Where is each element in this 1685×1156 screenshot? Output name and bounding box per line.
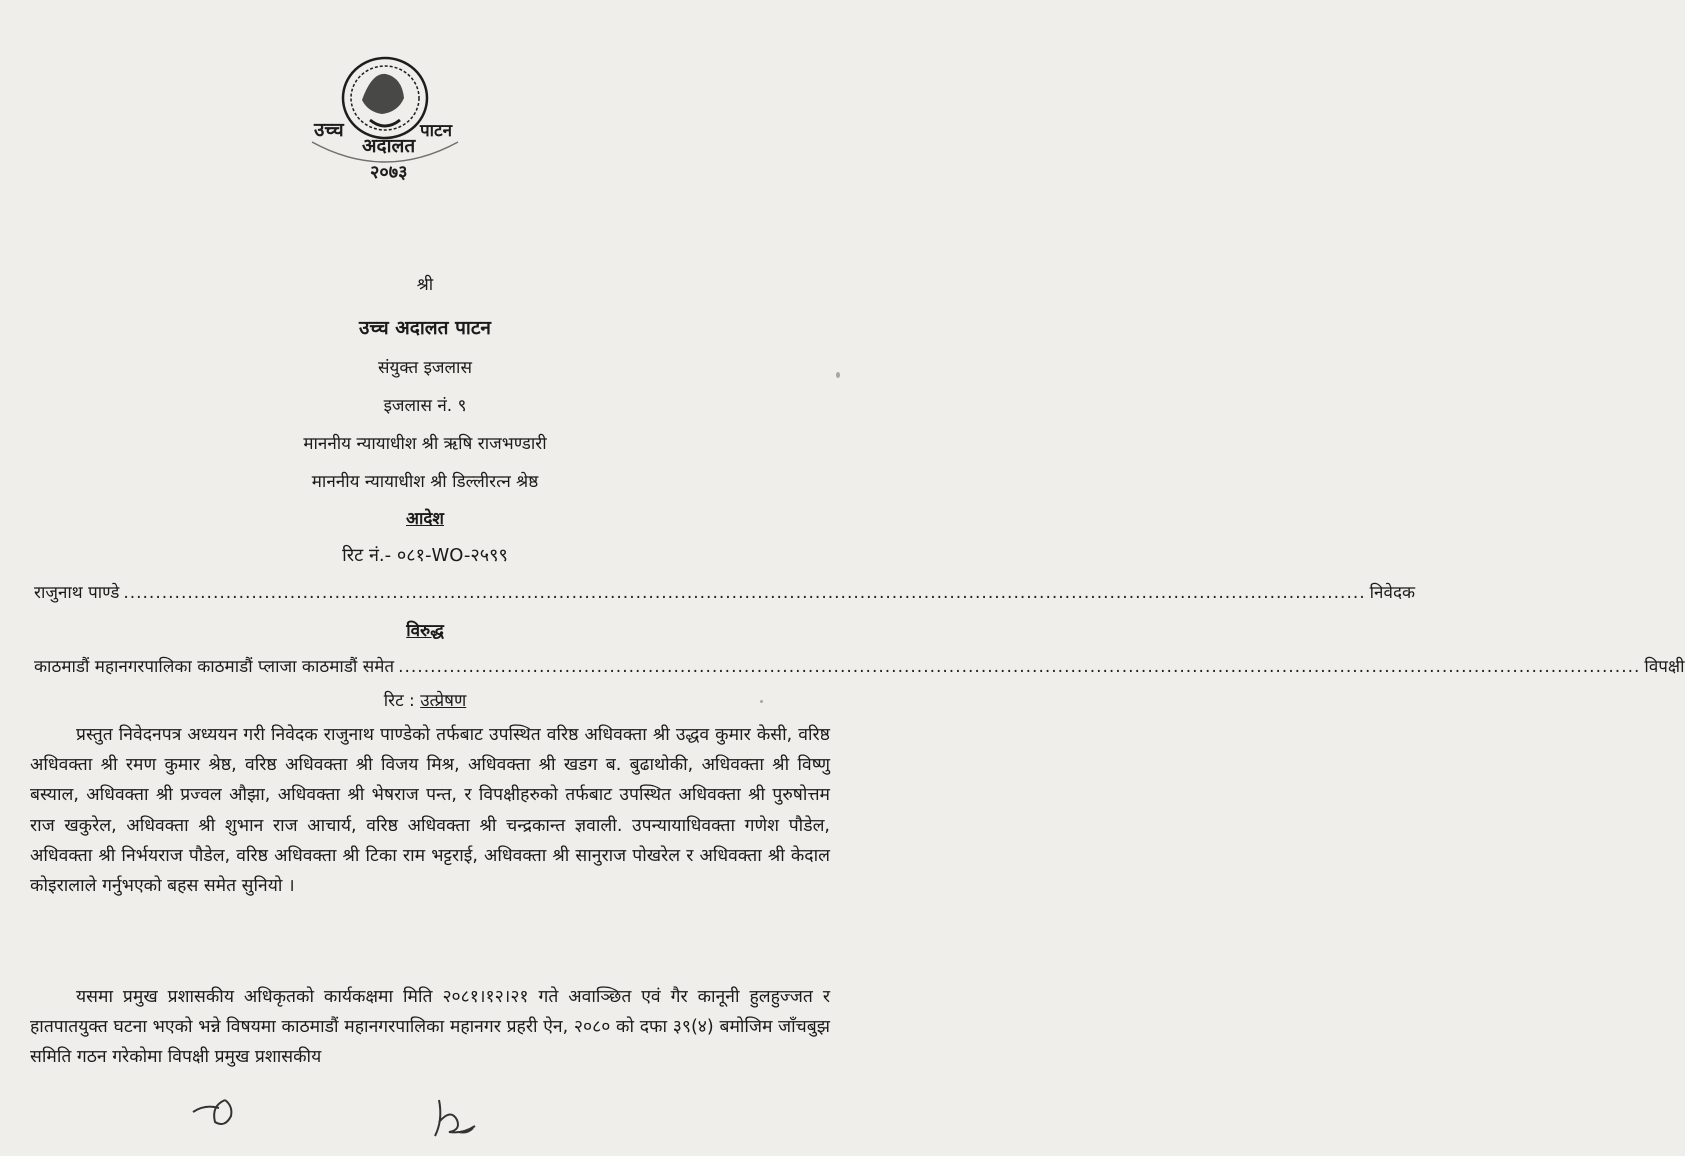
judge-1: माननीय न्यायाधीश श्री ऋषि राजभण्डारी xyxy=(303,434,547,454)
dotted-leader: .................................................................................................................................................................................................. xyxy=(398,657,1641,677)
initial-signature-1-icon xyxy=(185,1090,255,1140)
seal-year: २०७३ xyxy=(370,162,408,183)
writ-type-label: रिट : xyxy=(383,691,415,711)
court-seal-icon xyxy=(300,30,470,190)
writ-type: उत्प्रेषण xyxy=(420,691,467,711)
dotted-leader: .................................................................................................................................................................................................. xyxy=(123,583,1366,603)
petitioner-role: निवेदक xyxy=(1369,583,1416,603)
seal-ring-left: उच्च xyxy=(314,119,344,141)
writ-number: रिट नं.- ०८१-WO-२५९९ xyxy=(342,545,508,566)
petitioner-name: राजुनाथ पाण्डे xyxy=(34,583,120,603)
writ-type-line xyxy=(0,688,850,711)
bench-number: इजलास नं. ९ xyxy=(383,396,467,416)
paper-speck xyxy=(760,700,763,703)
respondent-role: विपक्षी xyxy=(1644,657,1685,677)
body-paragraph-2: यसमा प्रमुख प्रशासकीय अधिकृतको कार्यकक्षमा मिति २०८१।१२।२१ गते अवाञ्छित एवं गैर कानूनी हुलहुज्जत र हातपातयुक्त घटना भएको भन्ने विषयमा काठमाडौं महानगरपालिका महानगर प्रहरी ऐन, २०८० को दफा ३९(४) बमोजिम जाँचबुझ समिति गठन गरेकोमा विपक्षी प्रमुख प्रशासकीय xyxy=(30,987,830,1068)
seal-ring-right: पाटन xyxy=(420,121,453,141)
respondent-line xyxy=(34,654,1685,677)
petitioner-line xyxy=(34,580,1416,603)
initial-signature-2-icon xyxy=(425,1092,495,1147)
order-title: आदेश xyxy=(406,509,444,529)
shree-salutation: श्री xyxy=(416,275,434,295)
paper-speck xyxy=(836,372,840,378)
svg-text:उच्च xyxy=(313,119,345,141)
versus-label: विरुद्ध xyxy=(406,621,444,641)
body-paragraph-1: प्रस्तुत निवेदनपत्र अध्ययन गरी निवेदक राजुनाथ पाण्डेको तर्फबाट उपस्थित वरिष्ठ अधिवक्ता श्री उद्धव कुमार केसी, वरिष्ठ अधिवक्ता श्री रमण कुमार श्रेष्ठ, वरिष्ठ अधिवक्ता श्री विजय मिश्र, अधिवक्ता श्री खडग ब. बुढाथोकी, अधिवक्ता श्री विष्णु बस्याल, अधिवक्ता श्री प्रज्वल औझा, अधिवक्ता श्री भेषराज पन्त, र विपक्षीहरुको तर्फबाट उपस्थित अधिवक्ता श्री पुरुषोत्तम राज खकुरेल, अधिवक्ता श्री शुभान राज आचार्य, वरिष्ठ अधिवक्ता श्री चन्द्रकान्त ज्ञवाली. उपन्यायाधिवक्ता गणेश पौडेल, अधिवक्ता श्री निर्भयराज पौडेल, वरिष्ठ अधिवक्ता श्री टिका राम भट्टराई, अधिवक्ता श्री सानुराज पोखरेल र अधिवक्ता श्री केदाल कोइरालाले गर्नुभएको बहस समेत सुनियो । xyxy=(30,725,830,897)
respondent-name: काठमाडौं महानगरपालिका काठमाडौं प्लाजा काठमाडौं समेत xyxy=(34,657,395,677)
court-name: उच्च अदालत पाटन xyxy=(359,317,491,339)
bench-type: संयुक्त इजलास xyxy=(378,358,472,378)
seal-ring-bottom: अदालत xyxy=(362,135,416,157)
judge-2: माननीय न्यायाधीश श्री डिल्लीरत्न श्रेष्ठ xyxy=(311,472,539,492)
